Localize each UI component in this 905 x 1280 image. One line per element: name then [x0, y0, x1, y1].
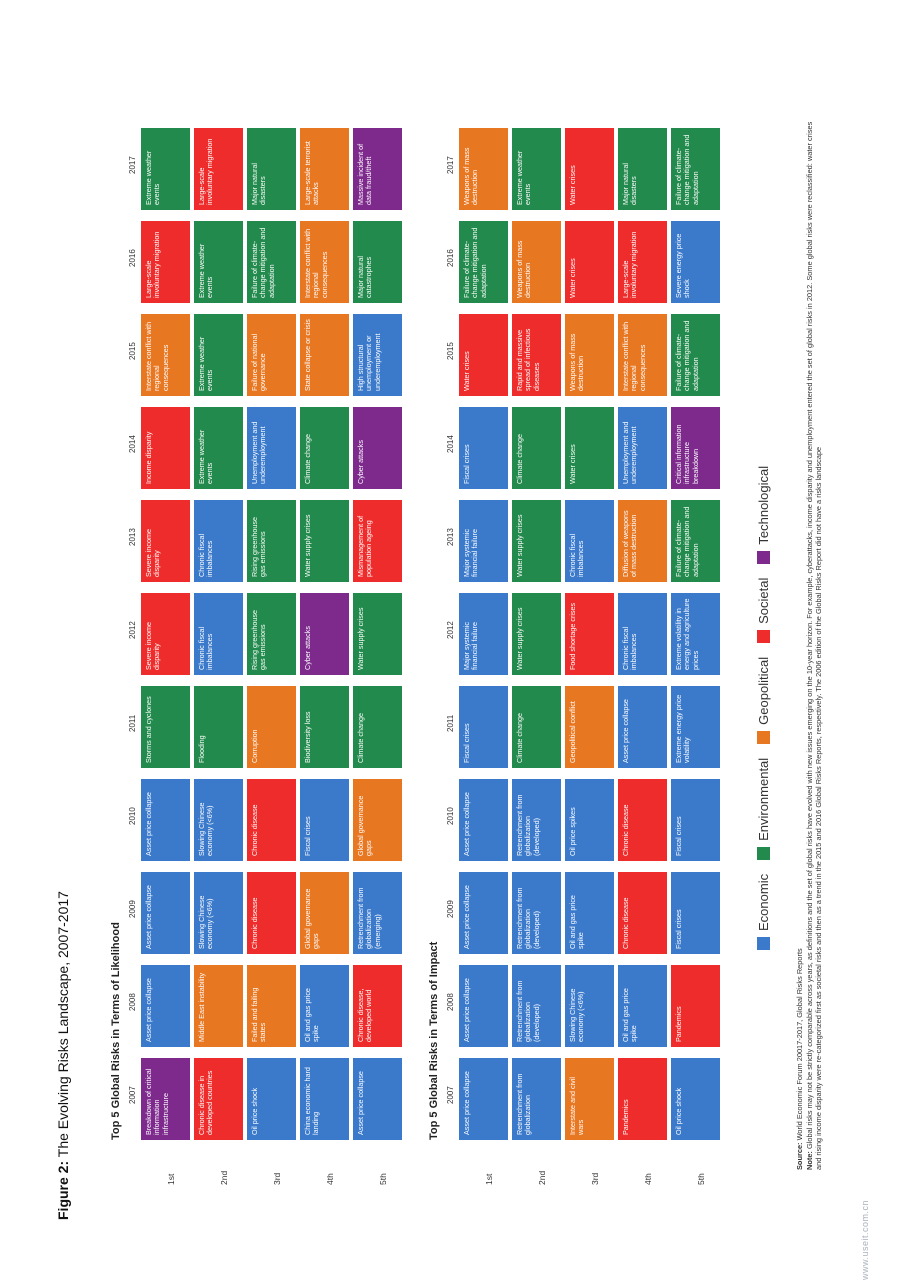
impact-section-title: Top 5 Global Risks in Terms of Impact [428, 941, 440, 1140]
likelihood-risk-cell: Extreme weather events [194, 221, 243, 303]
likelihood-risk-cell: Massive incident of data fraud/theft [353, 128, 402, 210]
likelihood-risk-cell: Rising greenhouse gas emissions [247, 500, 296, 582]
year-label: 2014 [128, 435, 137, 453]
rank-label: 2nd [219, 1170, 229, 1185]
year-label: 2008 [128, 993, 137, 1011]
impact-risk-cell: Slowing Chinese economy (<6%) [565, 965, 614, 1047]
impact-risk-cell: Oil price spikes [565, 779, 614, 861]
likelihood-risk-cell: Chronic fiscal imbalances [194, 593, 243, 675]
likelihood-risk-cell: Mismanagement of population ageing [353, 500, 402, 582]
likelihood-risk-cell: Asset price collapse [141, 965, 190, 1047]
impact-risk-cell: Retrenchment from globalization [512, 1058, 561, 1140]
year-label: 2010 [128, 807, 137, 825]
likelihood-risk-cell: Biodiversity loss [300, 686, 349, 768]
legend-swatch [757, 630, 770, 643]
rank-label: 1st [484, 1173, 494, 1185]
year-label: 2009 [446, 900, 455, 918]
likelihood-risk-cell: Oil and gas price spike [300, 965, 349, 1047]
legend-swatch [757, 731, 770, 744]
figure-label: Figure 2: [55, 1160, 71, 1220]
year-label: 2017 [446, 156, 455, 174]
impact-risk-cell: Retrenchment from globalization (developed) [512, 965, 561, 1047]
rank-label: 4th [643, 1173, 653, 1185]
source-label: Source: [795, 1142, 804, 1170]
impact-risk-cell: Water supply crises [512, 593, 561, 675]
likelihood-risk-cell: Cyber attacks [353, 407, 402, 489]
year-label: 2007 [446, 1086, 455, 1104]
likelihood-risk-cell: Cyber attacks [300, 593, 349, 675]
likelihood-risk-cell: Chronic fiscal imbalances [194, 500, 243, 582]
year-label: 2011 [446, 714, 455, 732]
likelihood-risk-cell: China economic hard landing [300, 1058, 349, 1140]
likelihood-risk-cell: Water supply crises [300, 500, 349, 582]
impact-risk-cell: Oil price shock [671, 1058, 720, 1140]
impact-risk-cell: Food shortage crises [565, 593, 614, 675]
legend-item-technological [756, 466, 771, 564]
likelihood-risk-cell: Chronic disease, developed world [353, 965, 402, 1047]
impact-risk-cell: Failure of climate-change mitigation and adaptation [459, 221, 508, 303]
likelihood-risk-cell: Asset price collapse [353, 1058, 402, 1140]
impact-risk-cell: Diffusion of weapons of mass destruction [618, 500, 667, 582]
impact-risk-cell: Water crises [565, 221, 614, 303]
likelihood-risk-cell: Large-scale terrorist attacks [300, 128, 349, 210]
impact-risk-cell: Interstate conflict with regional consequences [618, 314, 667, 396]
legend-item-geopolitical [756, 657, 771, 744]
impact-risk-cell: Severe energy price shock [671, 221, 720, 303]
impact-risk-cell: Weapons of mass destruction [459, 128, 508, 210]
watermark: www.useit.com.cn [860, 1199, 870, 1280]
likelihood-risk-cell: Interstate conflict with regional consequences [300, 221, 349, 303]
likelihood-risk-cell: Corruption [247, 686, 296, 768]
legend-item-environmental [756, 758, 771, 860]
impact-risk-cell: Water crises [459, 314, 508, 396]
rank-label: 5th [696, 1173, 706, 1185]
year-label: 2014 [446, 435, 455, 453]
impact-risk-cell: Asset price collapse [459, 872, 508, 954]
likelihood-risk-cell: Major natural disasters [247, 128, 296, 210]
rank-label: 5th [378, 1173, 388, 1185]
likelihood-risk-cell: Failure of climate-change mitigation and adaptation [247, 221, 296, 303]
impact-risk-cell: Oil and gas price spike [618, 965, 667, 1047]
impact-risk-cell: Fiscal crises [459, 407, 508, 489]
year-label: 2013 [128, 528, 137, 546]
year-label: 2007 [128, 1086, 137, 1104]
legend-item-societal [756, 578, 771, 643]
likelihood-risk-cell: Chronic disease in developed countries [194, 1058, 243, 1140]
category-legend [748, 466, 778, 950]
impact-risk-cell: Large-scale involuntary migration [618, 221, 667, 303]
likelihood-risk-cell: Flooding [194, 686, 243, 768]
impact-risk-cell: Fiscal crises [671, 872, 720, 954]
impact-risk-cell: Asset price collapse [459, 965, 508, 1047]
year-label: 2008 [446, 993, 455, 1011]
legend-item-economic [756, 874, 771, 950]
impact-risk-cell: Extreme volatility in energy and agriculture prices [671, 593, 720, 675]
likelihood-risk-cell: Global governance gaps [353, 779, 402, 861]
likelihood-risk-cell: Interstate conflict with regional consequences [141, 314, 190, 396]
year-label: 2010 [446, 807, 455, 825]
year-label: 2016 [446, 249, 455, 267]
note-text: Global risks may not be strictly comparable across years, as definitions and the set of global risks have evolved with new issues emerging on the 10-year horizon. For example, cyberattacks, income disparity and unemployment entered the set of global risks in 2012. Some global risks were reclassified: water crises and rising income disparity were re-categorized first as societal risks and then as a trend in the 2015 and 2016 Global Risks Reports, respectively. The 2006 edition of the Global Risks Report did not have a risks landscape [804, 121, 824, 1170]
impact-risk-cell: Failure of climate-change mitigation and adaptation [671, 500, 720, 582]
impact-risk-cell: Extreme energy price volatility [671, 686, 720, 768]
impact-risk-cell: Major systemic financial failure [459, 593, 508, 675]
impact-risk-cell: Water supply crises [512, 500, 561, 582]
likelihood-risk-cell: Oil price shock [247, 1058, 296, 1140]
impact-risk-cell: Chronic disease [618, 779, 667, 861]
likelihood-risk-cell: Breakdown of critical information infrastructure [141, 1058, 190, 1140]
impact-risk-cell: Failure of climate-change mitigation and adaptation [671, 128, 720, 210]
likelihood-risk-cell: Asset price collapse [141, 779, 190, 861]
impact-risk-cell: Major systemic financial failure [459, 500, 508, 582]
impact-risk-cell: Unemployment and underemployment [618, 407, 667, 489]
likelihood-risk-cell: State collapse or crisis [300, 314, 349, 396]
impact-risk-cell: Climate change [512, 686, 561, 768]
impact-risk-cell: Chronic fiscal imbalances [565, 500, 614, 582]
impact-risk-cell: Climate change [512, 407, 561, 489]
likelihood-risk-cell: Rising greenhouse gas emissions [247, 593, 296, 675]
legend-swatch [757, 551, 770, 564]
legend-label: Environmental [755, 757, 771, 841]
likelihood-risk-cell: Retrenchment from globalization (emerging) [353, 872, 402, 954]
impact-risk-cell: Rapid and massive spread of infectious diseases [512, 314, 561, 396]
figure-title [55, 891, 71, 1220]
likelihood-risk-cell: Water supply crises [353, 593, 402, 675]
likelihood-risk-cell: Chronic disease [247, 779, 296, 861]
year-label: 2012 [446, 621, 455, 639]
likelihood-risk-cell: Climate change [353, 686, 402, 768]
likelihood-risk-cell: High structural unemployment or underemployment [353, 314, 402, 396]
year-label: 2009 [128, 900, 137, 918]
likelihood-risk-cell: Slowing Chinese economy (<6%) [194, 872, 243, 954]
likelihood-risk-cell: Global governance gaps [300, 872, 349, 954]
legend-label: Geopolitical [755, 656, 771, 725]
year-label: 2011 [128, 714, 137, 732]
likelihood-risk-cell: Major natural catastrophes [353, 221, 402, 303]
impact-risk-cell: Asset price collapse [459, 1058, 508, 1140]
likelihood-risk-cell: Asset price collapse [141, 872, 190, 954]
impact-risk-cell: Retrenchment from globalization (developed) [512, 872, 561, 954]
rank-label: 4th [325, 1173, 335, 1185]
likelihood-risk-cell: Large-scale involuntary migration [141, 221, 190, 303]
rank-label: 3rd [590, 1172, 600, 1185]
year-label: 2015 [128, 342, 137, 360]
likelihood-section-title: Top 5 Global Risks in Terms of Likelihood [110, 922, 122, 1140]
year-label: 2012 [128, 621, 137, 639]
year-label: 2016 [128, 249, 137, 267]
likelihood-risk-cell: Large-scale involuntary migration [194, 128, 243, 210]
impact-risk-cell: Retrenchment from globalization (developed) [512, 779, 561, 861]
rank-label: 1st [166, 1173, 176, 1185]
likelihood-risk-cell: Unemployment and underemployment [247, 407, 296, 489]
likelihood-risk-cell: Extreme weather events [194, 407, 243, 489]
likelihood-risk-cell: Storms and cyclones [141, 686, 190, 768]
legend-swatch [757, 847, 770, 860]
impact-risk-cell: Fiscal crises [459, 686, 508, 768]
legend-label: Societal [755, 577, 771, 624]
legend-swatch [757, 937, 770, 950]
impact-risk-cell: Chronic fiscal imbalances [618, 593, 667, 675]
likelihood-risk-cell: Middle East instability [194, 965, 243, 1047]
year-label: 2017 [128, 156, 137, 174]
impact-risk-cell: Chronic disease [618, 872, 667, 954]
likelihood-risk-cell: Failed and failing states [247, 965, 296, 1047]
likelihood-risk-cell: Income disparity [141, 407, 190, 489]
impact-risk-cell: Pandemics [618, 1058, 667, 1140]
likelihood-risk-cell: Fiscal crises [300, 779, 349, 861]
likelihood-risk-cell: Severe income disparity [141, 500, 190, 582]
likelihood-risk-cell: Failure of national governance [247, 314, 296, 396]
impact-risk-cell: Weapons of mass destruction [512, 221, 561, 303]
figure-footer [795, 110, 824, 1170]
impact-risk-cell: Pandemics [671, 965, 720, 1047]
likelihood-risk-cell: Extreme weather events [141, 128, 190, 210]
rank-label: 2nd [537, 1170, 547, 1185]
likelihood-risk-cell: Severe income disparity [141, 593, 190, 675]
impact-risk-cell: Oil and gas price spike [565, 872, 614, 954]
likelihood-risk-cell: Slowing Chinese economy (<6%) [194, 779, 243, 861]
likelihood-risk-cell: Climate change [300, 407, 349, 489]
impact-risk-cell: Critical information infrastructure breakdown [671, 407, 720, 489]
year-label: 2015 [446, 342, 455, 360]
legend-label: Economic [755, 873, 771, 931]
impact-risk-cell: Asset price collapse [459, 779, 508, 861]
impact-risk-cell: Geopolitical conflict [565, 686, 614, 768]
impact-risk-cell: Fiscal crises [671, 779, 720, 861]
source-text: World Economic Forum 20017-2017, Global Risks Reports [795, 948, 804, 1141]
impact-risk-cell: Water crises [565, 128, 614, 210]
likelihood-risk-cell: Chronic disease [247, 872, 296, 954]
impact-risk-cell: Extreme weather events [512, 128, 561, 210]
impact-risk-cell: Failure of climate-change mitigation and adaptation [671, 314, 720, 396]
impact-risk-cell: Major natural disasters [618, 128, 667, 210]
rank-label: 3rd [272, 1172, 282, 1185]
year-label: 2013 [446, 528, 455, 546]
likelihood-risk-cell: Extreme weather events [194, 314, 243, 396]
figure-title-text: The Evolving Risks Landscape, 2007-2017 [55, 891, 71, 1158]
impact-risk-cell: Interstate and civil wars [565, 1058, 614, 1140]
impact-risk-cell: Weapons of mass destruction [565, 314, 614, 396]
legend-label: Technological [755, 465, 771, 545]
impact-risk-cell: Asset price collapse [618, 686, 667, 768]
note-label: Note: [804, 1151, 814, 1170]
impact-risk-cell: Water crises [565, 407, 614, 489]
